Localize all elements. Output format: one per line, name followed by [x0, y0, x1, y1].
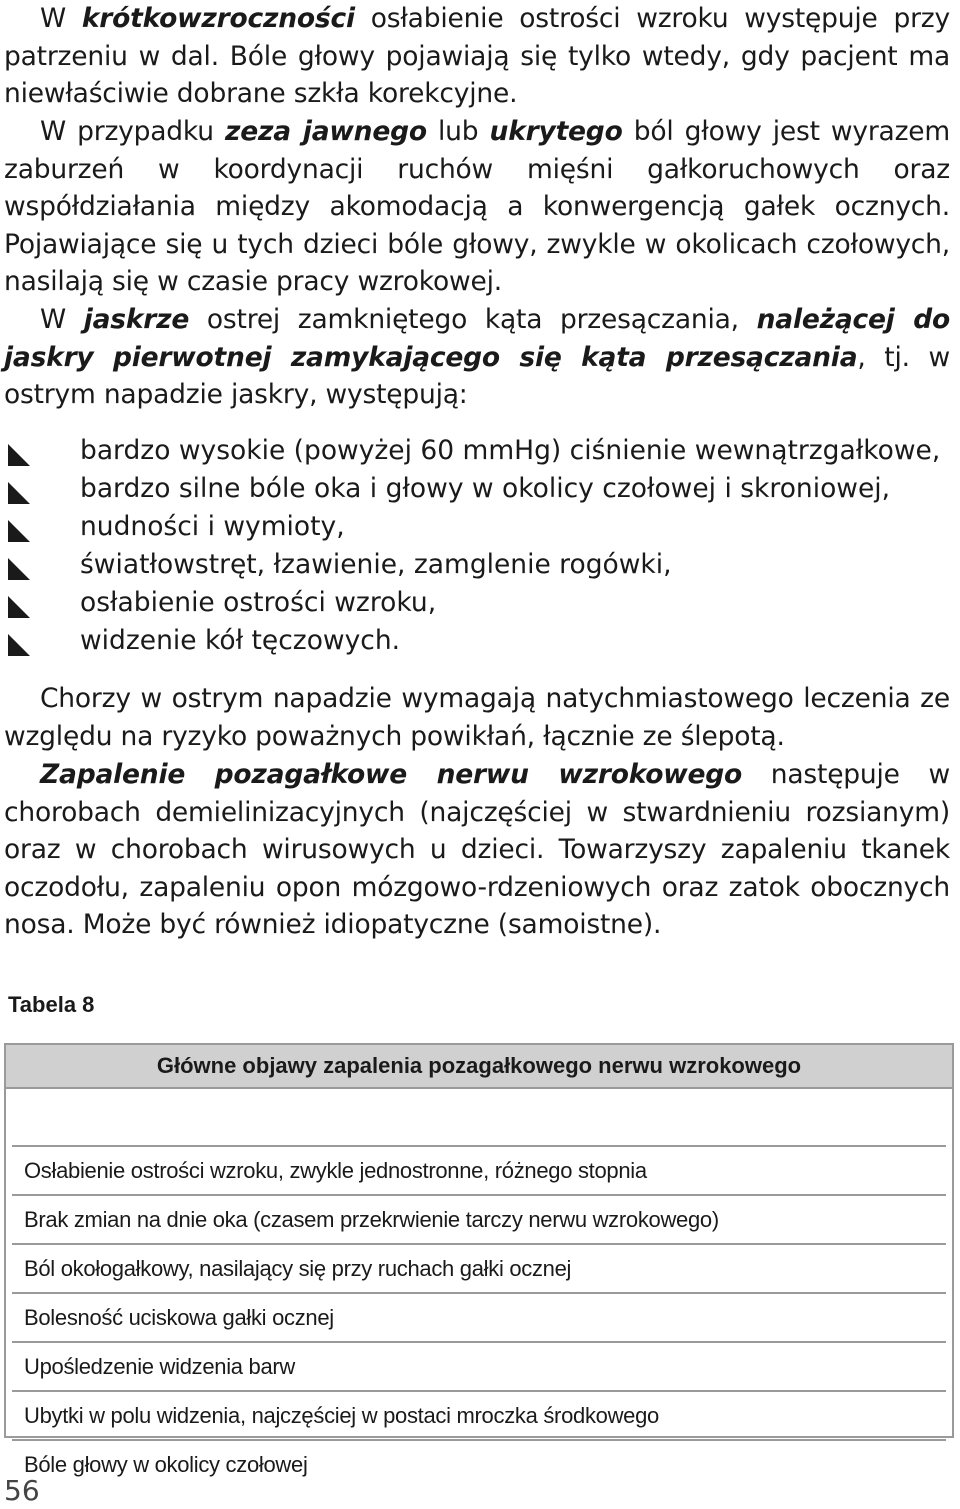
term-myopia: krótkowzroczności — [81, 3, 355, 34]
paragraph-strabismus: W przypadku zeza jawnego lub ukrytego ból głowy jest wyrazem zaburzeń w koordynacji ruchów mięśni gałkoruchowych oraz współdziałania między akomodacją a konwergencją gałek ocznych. Pojawiające się u tych dzieci bóle głowy, zwykle w okolicach czołowych, nasilają się w czasie pracy wzrokowej. — [4, 116, 951, 298]
list-item: bardzo silne bóle oka i głowy w okolicy czołowej i skroniowej, — [8, 470, 940, 508]
list-item: bardzo wysokie (powyżej 60 mmHg) ciśnienie wewnątrzgałkowe, — [8, 432, 940, 470]
paragraph-treatment: Chorzy w ostrym napadzie wymagają natychmiastowego leczenia ze względu na ryzyko poważnych powikłań, łącznie ze ślepotą. — [4, 683, 950, 752]
list-item: nudności i wymioty, — [8, 508, 940, 546]
table-row: Upośledzenie widzenia barw — [12, 1343, 946, 1392]
term-primary-angle-closure: należącej do jaskry pierwotnej zamykającego się kąta przesączania — [4, 304, 950, 373]
list-item: osłabienie ostrości wzroku, — [8, 584, 940, 622]
symptom-list — [8, 432, 940, 660]
term-glaucoma: jaskrze — [83, 304, 190, 335]
triangle-bullet-icon — [8, 596, 30, 618]
table-row: Bolesność uciskowa gałki ocznej — [12, 1294, 946, 1343]
table-spacer — [12, 1089, 946, 1147]
list-item: widzenie kół tęczowych. — [8, 622, 940, 660]
triangle-bullet-icon — [8, 634, 30, 656]
list-item: światłowstręt, łzawienie, zamglenie rogówki, — [8, 546, 940, 584]
table-row: Ubytki w polu widzenia, najczęściej w postaci mroczka środkowego — [12, 1392, 946, 1441]
table-row: Ból okołogałkowy, nasilający się przy ruchach gałki ocznej — [12, 1245, 946, 1294]
symptoms-table — [4, 1043, 954, 1477]
table-row: Osłabienie ostrości wzroku, zwykle jednostronne, różnego stopnia — [12, 1147, 946, 1196]
table-row: Bóle głowy w okolicy czołowej — [24, 1451, 308, 1477]
paragraph-optic-neuritis: Zapalenie pozagałkowe nerwu wzrokowego następuje w chorobach demielinizacyjnych (najczęściej w stwardnieniu rozsianym) oraz w chorobach wirusowych u dzieci. Towarzyszy zapaleniu tkanek oczodołu, zapaleniu opon mózgowo-rdzeniowych oraz zatok obocznych nosa. Może być również idiopatyczne (samoistne). — [4, 759, 950, 941]
triangle-bullet-icon — [8, 444, 30, 466]
triangle-bullet-icon — [8, 482, 30, 504]
triangle-bullet-icon — [8, 558, 30, 580]
term-optic-neuritis: Zapalenie pozagałkowe nerwu wzrokowego — [40, 759, 743, 790]
term-latent-strabismus: ukrytego — [489, 116, 623, 147]
table-row: Brak zmian na dnie oka (czasem przekrwienie tarczy nerwu wzrokowego) — [12, 1196, 946, 1245]
paragraph-myopia: W krótkowzroczności osłabienie ostrości wzroku występuje przy patrzeniu w dal. Bóle głowy pojawiają się tylko wtedy, gdy pacjent ma niewłaściwie dobrane szkła korekcyjne. — [4, 3, 950, 110]
triangle-bullet-icon — [8, 520, 30, 542]
term-manifest-strabismus: zeza jawnego — [224, 116, 427, 147]
table-label: Tabela 8 — [8, 992, 95, 1017]
page-number: 56 — [4, 1474, 40, 1507]
paragraph-glaucoma: W jaskrze ostrej zamkniętego kąta przesączania, należącej do jaskry pierwotnej zamykającego się kąta przesączania, tj. w ostrym napadzie jaskry, występują: — [4, 304, 950, 411]
table-header: Główne objawy zapalenia pozagałkowego nerwu wzrokowego — [6, 1045, 952, 1089]
